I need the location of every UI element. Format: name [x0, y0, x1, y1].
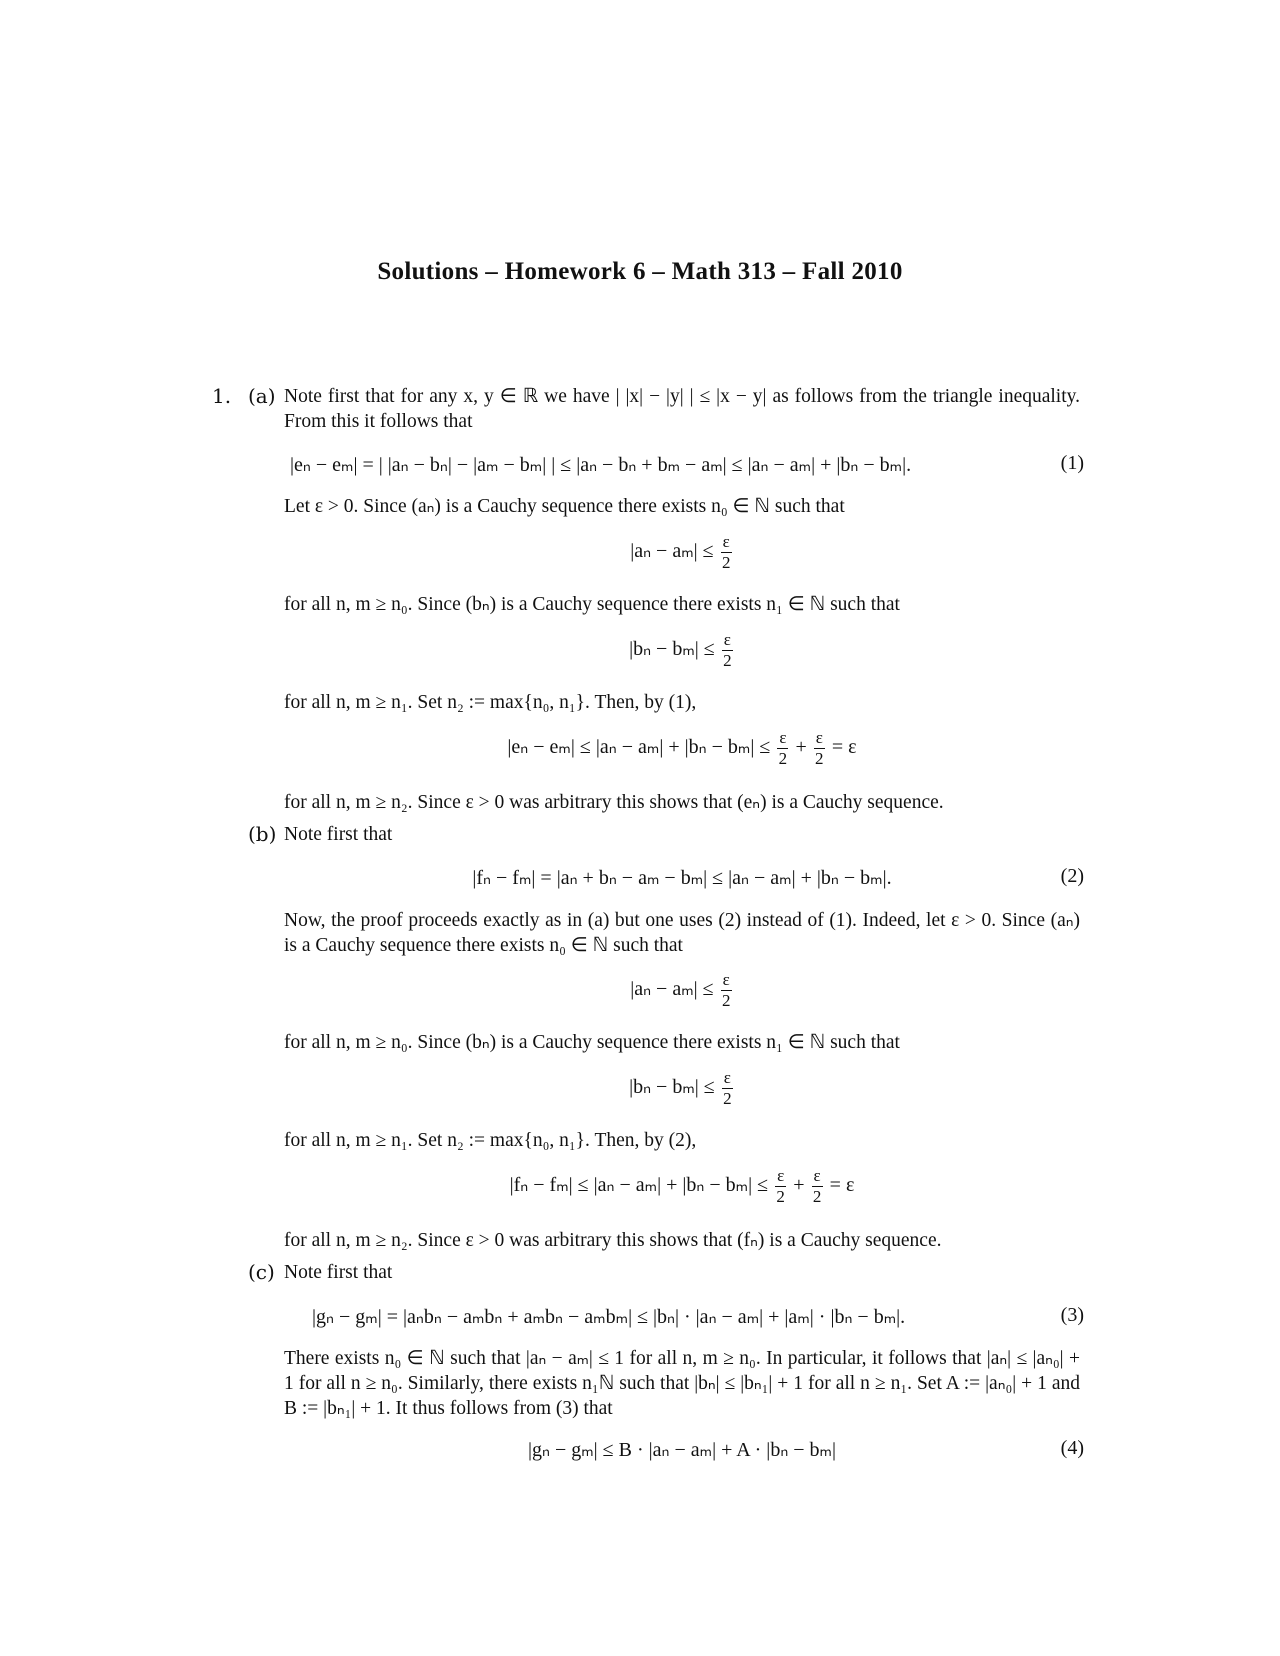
equation-1-number: (1)	[1060, 452, 1084, 474]
equation-3-number: (3)	[1060, 1304, 1084, 1326]
part-a-equation-en-end: = ε	[831, 736, 857, 759]
fraction-denominator: 2	[812, 1187, 822, 1206]
part-a-equation-en	[284, 728, 1080, 769]
plus-sign: +	[793, 1174, 805, 1197]
part-b-paragraph-2: for all n, m ≥ n₀. Since (bₙ) is a Cauchy sequence there exists n₁ ∈ ℕ such that	[284, 1032, 900, 1053]
fraction-denominator: 2	[776, 1187, 785, 1206]
fraction-numerator: ε	[779, 728, 787, 747]
part-a-equation-bn-lhs: |bₙ − bₘ| ≤	[629, 638, 715, 661]
part-a-label: (a)	[248, 384, 276, 408]
part-a-paragraph-4: for all n, m ≥ n₂. Since ε > 0 was arbitrary this shows that (eₙ) is a Cauchy sequence.	[284, 792, 944, 813]
part-c-label: (c)	[248, 1260, 275, 1284]
part-b-equation-fn	[284, 1166, 1080, 1207]
part-a-equation-bn	[284, 630, 1080, 671]
fraction-denominator: 2	[778, 749, 788, 768]
part-a-intro: Note first that for any x, y ∈ ℝ we have | |x| − |y| | ≤ |x − y| as follows from the triangle inequality. From this it follows that	[284, 386, 1080, 432]
fraction-denominator: 2	[721, 553, 731, 572]
fraction-numerator: ε	[813, 1166, 821, 1185]
fraction-numerator: ε	[723, 630, 731, 649]
part-b-intro: Note first that	[284, 824, 393, 845]
fraction	[722, 1068, 733, 1109]
fraction-denominator: 2	[721, 991, 731, 1010]
part-b-paragraph-4: for all n, m ≥ n₂. Since ε > 0 was arbitrary this shows that (fₙ) is a Cauchy sequence.	[284, 1230, 942, 1251]
part-b-equation-an-lhs: |aₙ − aₘ| ≤	[630, 978, 714, 1001]
part-c-paragraph-1: There exists n₀ ∈ ℕ such that |aₙ − aₘ| ≤ 1 for all n, m ≥ n₀. In particular, it follows that |aₙ| ≤ |aₙ₀| + 1 for all n ≥ n₀. Similarly, there exists n₁ℕ such that |bₙ| ≤ |bₙ₁| + 1 for all n ≥ n₁. Set A := |aₙ₀| + 1 and B := |bₙ₁| + 1. It thus follows from (3) that	[284, 1348, 1080, 1419]
part-b-equation-bn	[284, 1068, 1080, 1109]
equation-4-number: (4)	[1060, 1437, 1084, 1459]
part-c-intro: Note first that	[284, 1262, 393, 1283]
fraction-denominator: 2	[723, 651, 732, 670]
fraction-numerator: ε	[815, 728, 823, 747]
part-b-equation-an	[284, 970, 1080, 1011]
equation-2-number: (2)	[1060, 865, 1084, 887]
part-a-equation-en-lhs: |eₙ − eₘ| ≤ |aₙ − aₘ| + |bₙ − bₘ| ≤	[507, 736, 771, 759]
fraction-denominator: 2	[815, 749, 824, 768]
fraction-denominator: 2	[723, 1089, 732, 1108]
part-b-equation-bn-lhs: |bₙ − bₘ| ≤	[629, 1076, 715, 1099]
fraction-numerator: ε	[722, 532, 730, 551]
page-title: Solutions – Homework 6 – Math 313 – Fall 2010	[377, 258, 903, 285]
equation-1: |eₙ − eₘ| = | |aₙ − bₙ| − |aₘ − bₘ| | ≤ |aₙ − bₙ + bₘ − aₘ| ≤ |aₙ − aₘ| + |bₙ − bₘ|.	[290, 454, 912, 476]
part-b-label: (b)	[248, 822, 277, 846]
part-a-paragraph-1: Let ε > 0. Since (aₙ) is a Cauchy sequence there exists n₀ ∈ ℕ such that	[284, 496, 845, 517]
part-b-equation-fn-end: = ε	[829, 1174, 855, 1197]
fraction-numerator: ε	[722, 970, 730, 989]
fraction	[814, 728, 825, 769]
item-number: 1.	[212, 384, 232, 408]
fraction	[777, 728, 788, 769]
fraction	[812, 1166, 823, 1207]
fraction-numerator: ε	[777, 1166, 785, 1185]
plus-sign: +	[795, 736, 807, 759]
fraction	[721, 970, 732, 1011]
fraction	[721, 532, 732, 573]
fraction	[722, 630, 733, 671]
equation-3: |gₙ − gₘ| = |aₙbₙ − aₘbₙ + aₘbₙ − aₘbₘ| ≤ |bₙ| · |aₙ − aₘ| + |aₘ| · |bₙ − bₘ|.	[312, 1306, 906, 1328]
equation-4: |gₙ − gₘ| ≤ B · |aₙ − aₘ| + A · |bₙ − bₘ|	[527, 1439, 837, 1461]
fraction	[775, 1166, 786, 1207]
fraction-numerator: ε	[723, 1068, 731, 1087]
equation-2: |fₙ − fₘ| = |aₙ + bₙ − aₘ − bₘ| ≤ |aₙ − aₘ| + |bₙ − bₘ|.	[472, 867, 892, 889]
part-a-equation-an-lhs: |aₙ − aₘ| ≤	[630, 540, 714, 563]
part-b-equation-fn-lhs: |fₙ − fₘ| ≤ |aₙ − aₘ| + |bₙ − bₘ| ≤	[509, 1174, 769, 1197]
part-a-equation-an	[284, 532, 1080, 573]
part-b-paragraph-3: for all n, m ≥ n₁. Set n₂ := max{n₀, n₁}. Then, by (2),	[284, 1130, 697, 1151]
part-b-paragraph-1: Now, the proof proceeds exactly as in (a) but one uses (2) instead of (1). Indeed, let ε > 0. Since (aₙ) is a Cauchy sequence there exists n₀ ∈ ℕ such that	[284, 910, 1080, 956]
part-a-paragraph-3: for all n, m ≥ n₁. Set n₂ := max{n₀, n₁}. Then, by (1),	[284, 692, 697, 713]
part-a-paragraph-2: for all n, m ≥ n₀. Since (bₙ) is a Cauchy sequence there exists n₁ ∈ ℕ such that	[284, 594, 900, 615]
